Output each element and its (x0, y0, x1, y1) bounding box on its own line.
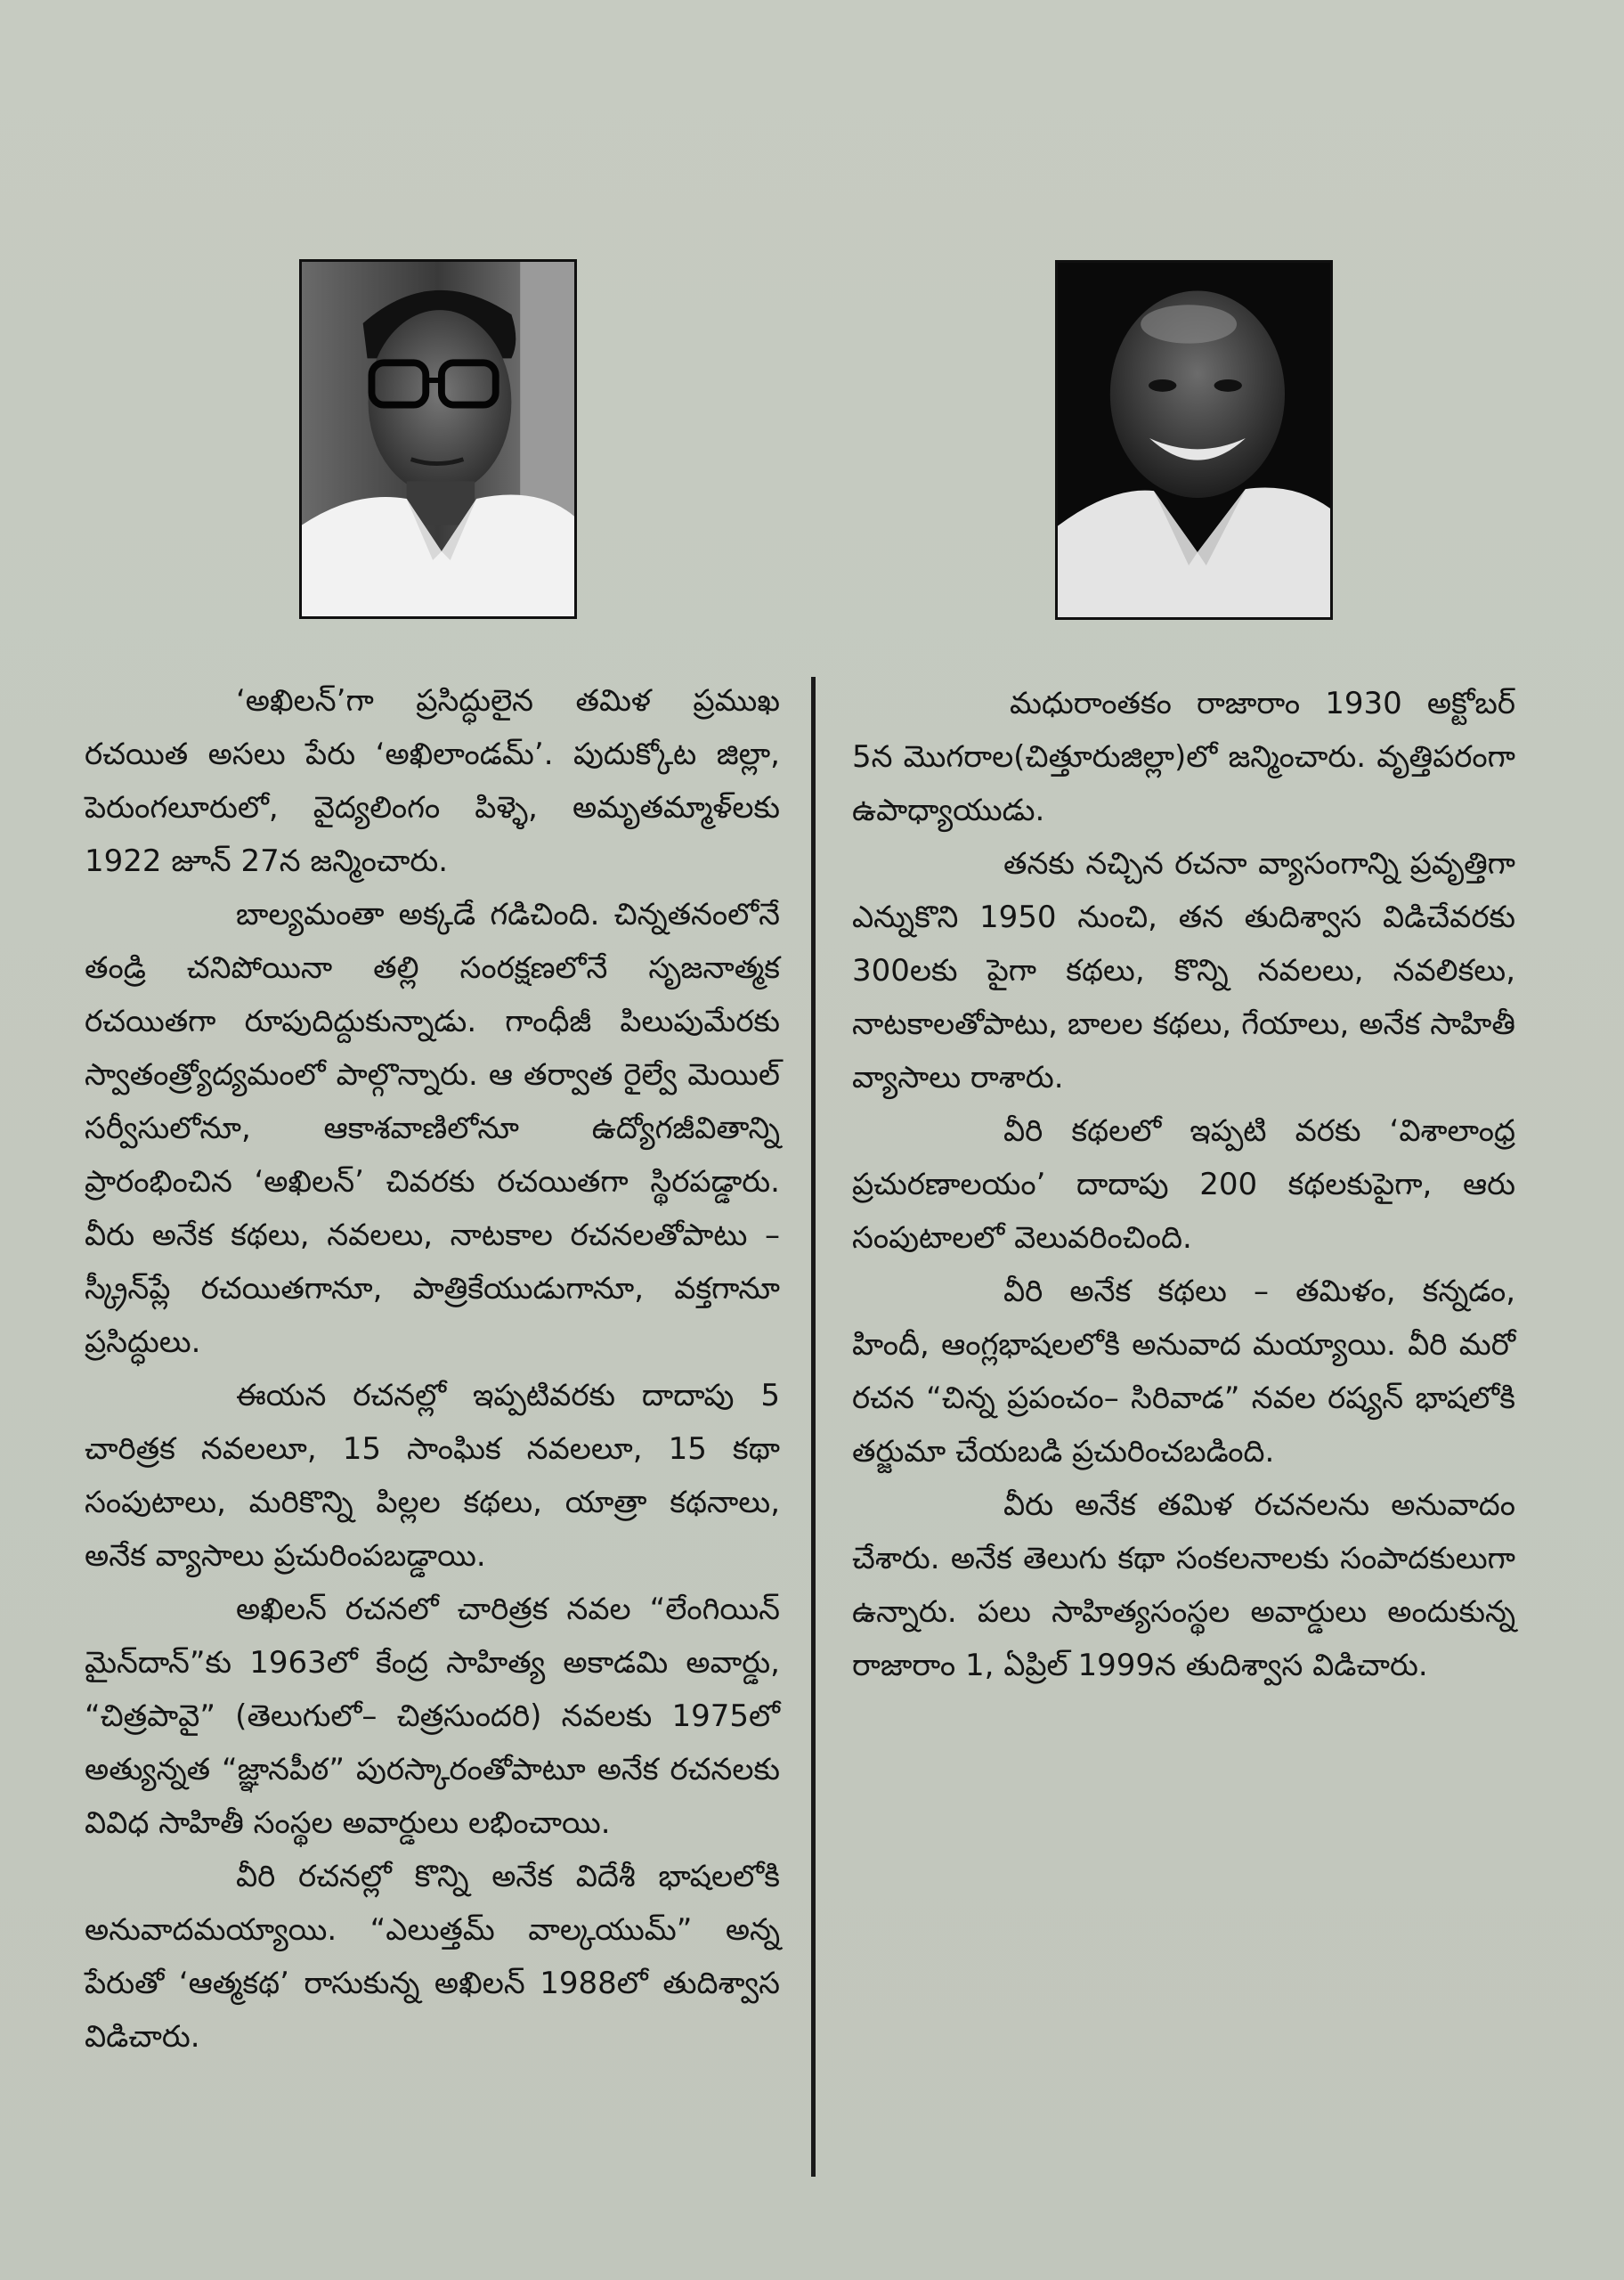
right-paragraph-3: వీరి కథలలో ఇప్పటి వరకు ‘విశాలాంధ్ర ప్రచురణాలయం’ దాదాపు 200 కథలకుపైగా, ఆరు సంపుటాలలో వెలువరించింది. (852, 1113, 1515, 1256)
portrait-photo-left (299, 259, 577, 619)
column-divider (811, 677, 816, 2177)
right-paragraph-2: తనకు నచ్చిన రచనా వ్యాసంగాన్ని ప్రవృత్తిగా ఎన్నుకొని 1950 నుంచి, తన తుదిశ్వాస విడిచేవరకు 300లకు పైగా కథలు, కొన్ని నవలలు, నవలికలు, నాటకాలతోపాటు, బాలల కథలు, గేయాలు, అనేక సాహితీ వ్యాసాలు రాశారు. (852, 846, 1515, 1095)
portrait-right-image (1058, 263, 1330, 617)
portrait-left-image (302, 262, 574, 616)
right-paragraph-5: వీరు అనేక తమిళ రచనలను అనువాదం చేశారు. అనేక తెలుగు కథా సంకలనాలకు సంపాదకులుగా ఉన్నారు. పలు సాహిత్యసంస్థల అవార్డులు అందుకున్న రాజారాం 1, ఏప్రిల్ 1999న తుదిశ్వాస విడిచారు. (852, 1487, 1515, 1683)
left-paragraph-3: ఈయన రచనల్లో ఇప్పటివరకు దాదాపు 5 చారిత్రక నవలలూ, 15 సాంఘిక నవలలూ, 15 కథా సంపుటాలు, మరికొన్ని పిల్లల కథలు, యాత్రా కథనాలు, అనేక వ్యాసాలు ప్రచురింపబడ్డాయి. (85, 1378, 780, 1574)
left-paragraph-4: అఖిలన్ రచనలో చారిత్రక నవల “లేంగియిన్ మైన్‌దాన్”కు 1963లో కేంద్ర సాహిత్య అకాడమి అవార్డు, “చిత్రపావై” (తెలుగులో– చిత్రసుందరి) నవలకు 1975లో అత్యున్నత “జ్ఞానపీఠ” పురస్కారంతోపాటూ అనేక రచనలకు వివిధ సాహితీ సంస్థల అవార్డులు లభించాయి. (85, 1592, 780, 1841)
right-paragraph-1: మధురాంతకం రాజారాం 1930 అక్టోబర్ 5న మొగరాల(చిత్తూరుజిల్లా)లో జన్మించారు. వృత్తిపరంగా ఉపాధ్యాయుడు. (852, 686, 1515, 828)
left-paragraph-2: బాల్యమంతా అక్కడే గడిచింది. చిన్నతనంలోనే తండ్రి చనిపోయినా తల్లి సంరక్షణలోనే సృజనాత్మక రచయితగా రూపుదిద్దుకున్నాడు. గాంధీజీ పిలుపుమేరకు స్వాతంత్ర్యోద్యమంలో పాల్గొన్నారు. ఆ తర్వాత రైల్వే మెయిల్ సర్వీసులోనూ, ఆకాశవాణిలోనూ ఉద్యోగజీవితాన్ని ప్రారంభించిన ‘అఖిలన్’ చివరకు రచయితగా స్థిరపడ్డారు. వీరు అనేక కథలు, నవలలు, నాటకాల రచనలతోపాటు – స్క్రీన్‌ప్లే రచయితగానూ, పాత్రికేయుడుగానూ, వక్తగానూ ప్రసిద్ధులు. (85, 897, 780, 1360)
left-paragraph-5: వీరి రచనల్లో కొన్ని అనేక విదేశీ భాషలలోకి అనువాదమయ్యాయి. “ఎలుత్తమ్ వాల్కయుమ్” అన్న పేరుతో ‘ఆత్మకథ’ రాసుకున్న అఖిలన్ 1988లో తుదిశ్వాస విడిచారు. (85, 1859, 780, 2055)
portrait-photo-right (1055, 260, 1333, 620)
left-paragraph-1: ‘అఖిలన్’గా ప్రసిద్ధులైన తమిళ ప్రముఖ రచయిత అసలు పేరు ‘అఖిలాండమ్’. పుదుక్కోట జిల్లా, పెరుంగలూరులో, వైద్యలింగం పిళ్ళె, అమృతమ్మాళ్‌లకు 1922 జూన్ 27న జన్మించారు. (85, 683, 780, 879)
left-column-akhilan-bio (85, 674, 780, 2064)
right-column-rajaram-bio (852, 677, 1515, 1692)
right-paragraph-4: వీరి అనేక కథలు – తమిళం, కన్నడం, హిందీ, ఆంగ్లభాషలలోకి అనువాద మయ్యాయి. వీరి మరో రచన “చిన్న ప్రపంచం– సిరివాడ” నవల రష్యన్ భాషలోకి తర్జుమా చేయబడి ప్రచురించబడింది. (852, 1274, 1515, 1470)
